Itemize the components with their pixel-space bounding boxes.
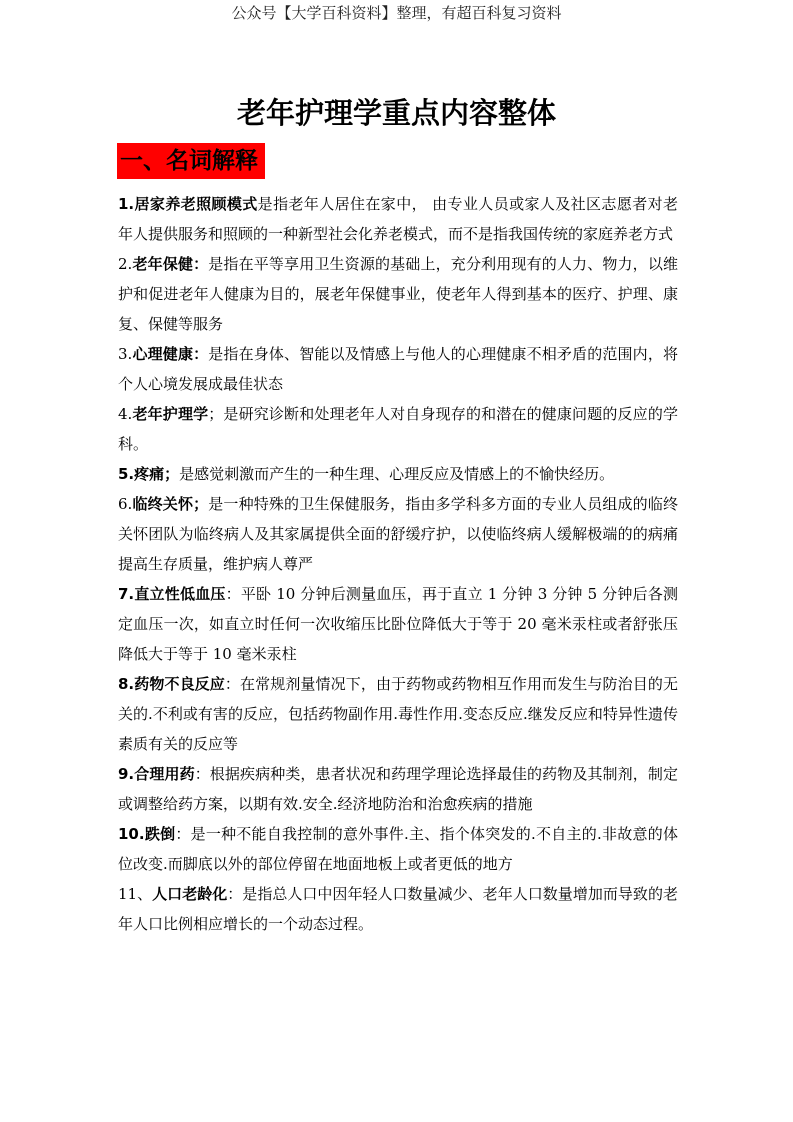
entry-text: ；是研究诊断和处理老年人对自身现存的和潜在的健康问题的反应的学科。 [118,405,678,453]
definition-entry [118,579,678,669]
entry-number: 10. [118,825,145,843]
definition-entry [118,489,678,579]
entry-term: 疼痛； [134,465,180,483]
entry-text: ：平卧 10 分钟后测量血压，再于直立 1 分钟 3 分钟 5 分钟后各测定血压一次，如直立时任何一次收缩压比卧位降低大于等于 20 毫米汞柱或者舒张压降低大于等于 10 毫米汞柱 [118,585,678,663]
entry-number: 7. [118,585,135,603]
entry-text: ：在常规剂量情况下，由于药物或药物相互作用而发生与防治目的无关的.不利或有害的反应，包括药物副作用.毒性作用.变态反应.继发反应和特异性遗传素质有关的反应等 [118,675,678,753]
entry-number: 11、 [118,885,153,903]
header-note: 公众号【大学百科资料】整理，有超百科复习资料 [231,4,562,22]
entry-text: ：是一种不能自我控制的意外事件.主、指个体突发的.不自主的.非故意的体位改变.而脚底以外的部位停留在地面地板上或者更低的地方 [118,825,678,873]
definition-entry [118,459,678,489]
entry-term: 老年保健： [132,255,209,273]
entry-number: 9. [118,765,135,783]
entry-term: 直立性低血压 [134,585,226,603]
definition-entry [118,339,678,399]
entry-number: 2. [118,255,133,273]
entry-text: 是感觉刺激而产生的一种生理、心理反应及情感上的不愉快经历。 [179,465,615,483]
entry-term: 心理健康： [132,345,209,363]
definition-entry [118,879,678,939]
entry-text: 是指老年人居住在家中， 由专业人员或家人及社区志愿者对老年人提供服务和照顾的一种新型社会化养老模式，而不是指我国传统的家庭养老方式 [118,195,678,243]
entry-term: 合理用药 [134,765,195,783]
entry-number: 1. [118,195,135,213]
entry-text: 是指在平等享用卫生资源的基础上，充分利用现有的人力、物力，以维护和促进老年人健康为目的，展老年保健事业，使老年人得到基本的医疗、护理、康复、保健等服务 [118,255,678,333]
definition-entry [118,249,678,339]
definition-entry [118,819,678,879]
section-heading: 一、名词解释 [117,143,265,179]
entry-term: 居家养老照顾模式 [134,195,258,213]
definition-list [118,189,678,939]
entry-number: 4. [118,405,133,423]
entry-text: ：是指总人口中因年轻人口数量减少、老年人口数量增加而导致的老年人口比例相应增长的一个动态过程。 [118,885,678,933]
entry-term: 临终关怀； [132,495,209,513]
entry-term: 人口老龄化 [152,885,228,903]
definition-entry [118,759,678,819]
entry-term: 药物不良反应 [134,675,225,693]
entry-number: 5. [118,465,135,483]
definition-entry [118,669,678,759]
entry-number: 8. [118,675,135,693]
entry-text: ：根据疾病种类，患者状况和药理学理论选择最佳的药物及其制剂，制定或调整给药方案，以期有效.安全.经济地防治和治愈疾病的措施 [118,765,678,813]
entry-number: 6. [118,495,133,513]
entry-text: 是一种特殊的卫生保健服务，指由多学科多方面的专业人员组成的临终关怀团队为临终病人及其家属提供全面的舒缓疗护，以使临终病人缓解极端的的病痛提高生存质量，维护病人尊严 [118,495,678,573]
entry-term: 老年护理学 [132,405,209,423]
entry-term: 跌倒 [144,825,176,843]
definition-entry [118,189,678,249]
definition-entry [118,399,678,459]
entry-text: 是指在身体、智能以及情感上与他人的心理健康不相矛盾的范围内，将个人心境发展成最佳状态 [118,345,678,393]
entry-number: 3. [118,345,133,363]
document-title: 老年护理学重点内容整体 [236,96,556,130]
